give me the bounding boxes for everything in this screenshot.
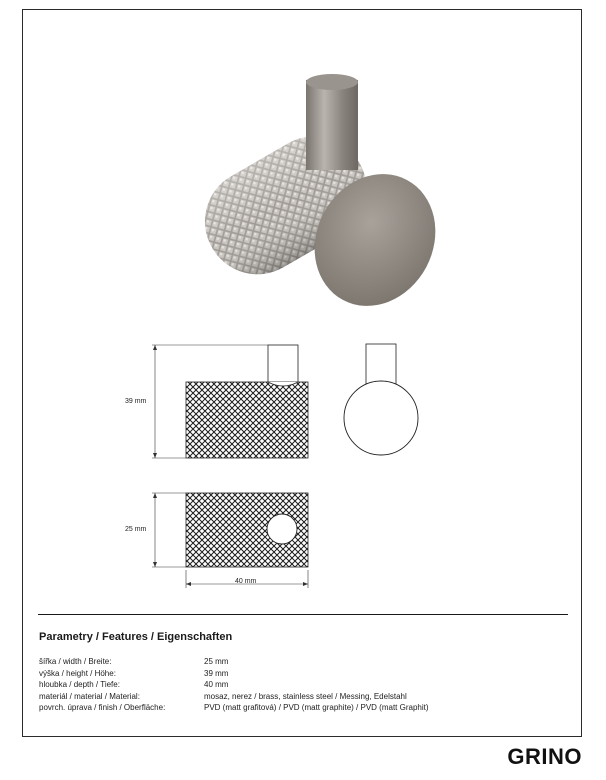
width-dimension-label: 40 mm — [235, 578, 257, 585]
spec-row-material — [39, 692, 559, 704]
depth-dimension-label: 25 mm — [125, 526, 147, 533]
spec-value: 25 mm — [204, 657, 229, 666]
spec-label: povrch. úprava / finish / Oberfläche: — [39, 703, 166, 712]
brand-name: GRINO — [507, 744, 582, 769]
spec-row-finish — [39, 703, 559, 715]
product-photo — [160, 50, 440, 320]
spec-label: hloubka / depth / Tiefe: — [39, 680, 120, 689]
spec-value: mosaz, nerez / brass, stainless steel / Messing, Edelstahl — [204, 691, 407, 701]
spec-table — [39, 657, 559, 715]
spec-value: PVD (matt grafitová) / PVD (matt graphite) / PVD (matt Graphit) — [204, 703, 429, 712]
spec-value: 39 mm — [204, 668, 229, 678]
spec-row-depth — [39, 680, 559, 692]
height-dimension-label: 39 mm — [125, 398, 147, 405]
spec-label: materiál / material / Material: — [39, 691, 140, 701]
spec-label: výška / height / Höhe: — [39, 668, 116, 678]
spec-value: 40 mm — [204, 680, 229, 689]
spec-row-height — [39, 669, 559, 681]
section-divider — [38, 614, 568, 615]
spec-label: šířka / width / Breite: — [39, 657, 112, 666]
section-title: Parametry / Features / Eigenschaften — [39, 631, 233, 643]
technical-drawing — [100, 330, 460, 600]
spec-row-width — [39, 657, 559, 669]
